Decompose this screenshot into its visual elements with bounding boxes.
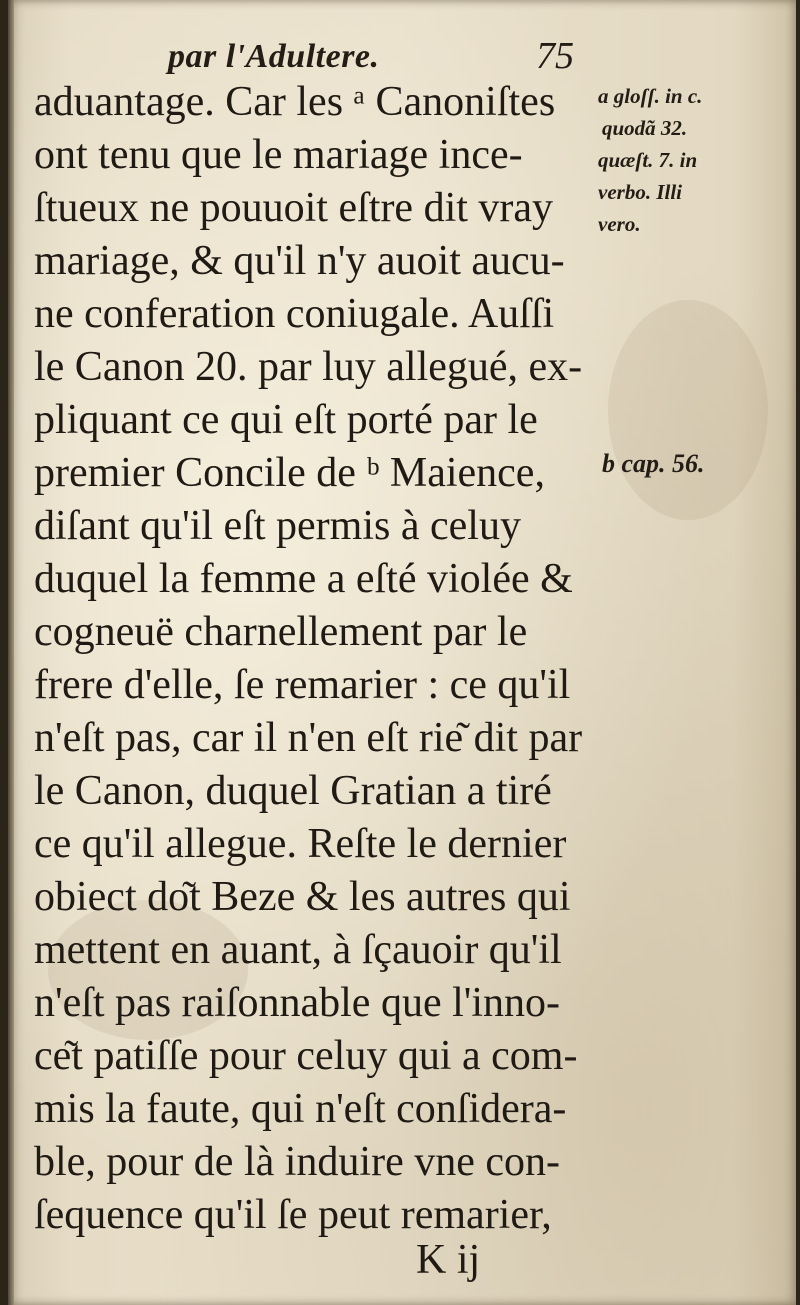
marginal-note-line: quæſt. 7. in xyxy=(598,148,698,172)
text-line: n'eſt pas raiſonnable que l'inno- xyxy=(34,980,560,1026)
marginal-note-b: b cap. 56. xyxy=(602,449,705,478)
text-line: ce͂t patiſſe pour celuy qui a com- xyxy=(34,1033,578,1079)
marginal-note-a xyxy=(598,80,702,240)
text-line: cogneuë charnellement par le xyxy=(34,609,528,655)
text-line: ce qu'il allegue. Reſte le dernier xyxy=(34,821,567,867)
text-line: mis la faute, qui n'eſt conſidera- xyxy=(34,1086,567,1132)
marginal-note-line: verbo. Illi xyxy=(598,180,682,204)
signature-mark: K ij xyxy=(416,1237,481,1283)
text-line: premier Concile de ᵇ Maience, xyxy=(34,450,545,496)
body-text xyxy=(34,76,614,1242)
marginal-note-line: vero. xyxy=(598,212,641,236)
text-line: frere d'elle, ſe remarier : ce qu'il xyxy=(34,662,571,708)
text-line: pliquant ce qui eſt porté par le xyxy=(34,397,538,443)
page-number: 75 xyxy=(536,35,574,77)
paper-stain xyxy=(608,300,768,520)
text-line: ſtueux ne pouuoit eſtre dit vray xyxy=(34,185,554,231)
text-line: obiect do͂t Beze & les autres qui xyxy=(34,874,571,920)
text-line: ble, pour de là induire vne con- xyxy=(34,1139,560,1185)
running-title: par l'Adultere. xyxy=(168,38,380,75)
text-line: ſequence qu'il ſe peut remarier, xyxy=(34,1192,552,1238)
text-line: n'eſt pas, car il n'en eſt rie͂ dit par xyxy=(34,715,583,761)
text-line: duquel la femme a eſté violée & xyxy=(34,556,573,602)
text-line: ont tenu que le mariage ince- xyxy=(34,132,523,178)
text-line: mettent en auant, à ſçauoir qu'il xyxy=(34,927,562,973)
text-line: diſant qu'il eſt permis à celuy xyxy=(34,503,521,549)
text-line: le Canon 20. par luy allegué, ex- xyxy=(34,344,583,390)
marginal-note-line: a gloſſ. in c. xyxy=(598,84,703,108)
text-line: mariage, & qu'il n'y auoit aucu- xyxy=(34,238,565,284)
text-line: le Canon, duquel Gratian a tiré xyxy=(34,768,552,814)
book-page xyxy=(8,0,796,1305)
text-line: ne conferation coniugale. Auſſi xyxy=(34,291,555,337)
text-line: aduantage. Car les ᵃ Canoniſtes xyxy=(34,79,556,125)
marginal-note-line: quoda͂ 32. xyxy=(602,116,688,140)
